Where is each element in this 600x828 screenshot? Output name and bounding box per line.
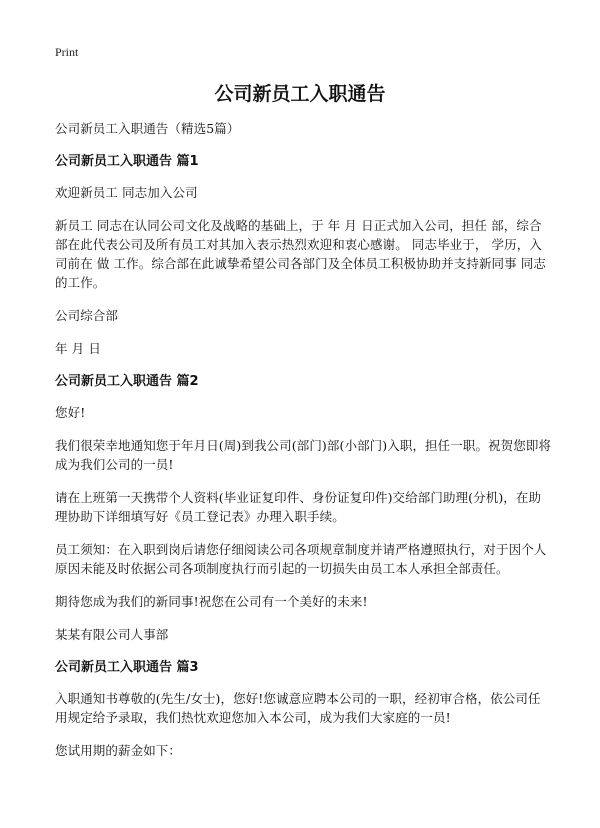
print-link[interactable]: Print [55,45,79,59]
paragraph: 年 月 日 [55,341,101,356]
paragraph: 员工须知：在入职到岗后请您仔细阅读公司各项规章制度并请严格遵照执行，对于因个人原因未能及时依据公司各项制度执行而引起的一切损失由员工本人承担全部责任。 [55,542,547,576]
section-heading: 公司新员工入职通告 篇2 [55,374,199,389]
section-heading: 公司新员工入职通告 篇3 [55,660,199,675]
section-3 [55,658,552,760]
paragraph: 期待您成为我们的新同事!祝您在公司有一个美好的未来! [55,594,368,609]
paragraph: 您好! [55,405,86,420]
paragraph: 入职通知书尊敬的(先生/女士)，您好!您诚意应聘本公司的一职，经初审合格，依公司任用规定给予录取，我们热忱欢迎您加入本公司，成为我们大家庭的一员! [55,691,541,725]
intro-line: 公司新员工入职通告（精选5篇） [55,121,240,136]
section-2 [55,372,552,644]
paragraph: 我们很荣幸地通知您于年月日(周)到我公司(部门)部(小部门)入职，担任一职。祝贺您即将成为我们公司的一员! [55,438,552,472]
paragraph: 欢迎新员工 同志加入公司 [55,185,198,200]
paragraph: 某某有限公司人事部 [55,627,169,642]
paragraph: 公司综合部 [55,308,119,323]
paragraph: 新员工 同志在认同公司文化及战略的基础上，于 年 月 日正式加入公司，担任 部，综合部在此代表公司及所有员工对其加入表示热烈欢迎和衷心感谢。 同志毕业于， 学历，入司前在 做 工作。综合部在此诚挚希望公司各部门及全体员工积极协助并支持新同事 同志的工作。 [55,218,547,290]
document-body [55,119,552,774]
paragraph: 您试用期的薪金如下： [55,743,182,758]
section-heading: 公司新员工入职通告 篇1 [55,154,199,169]
document-title: 公司新员工入职通告 [214,83,386,105]
paragraph: 请在上班第一天携带个人资料(毕业证复印件、身份证复印件)交给部门助理(分机)，在助理协助下详细填写好《员工登记表》办理入职手续。 [55,490,542,524]
section-1 [55,152,552,358]
